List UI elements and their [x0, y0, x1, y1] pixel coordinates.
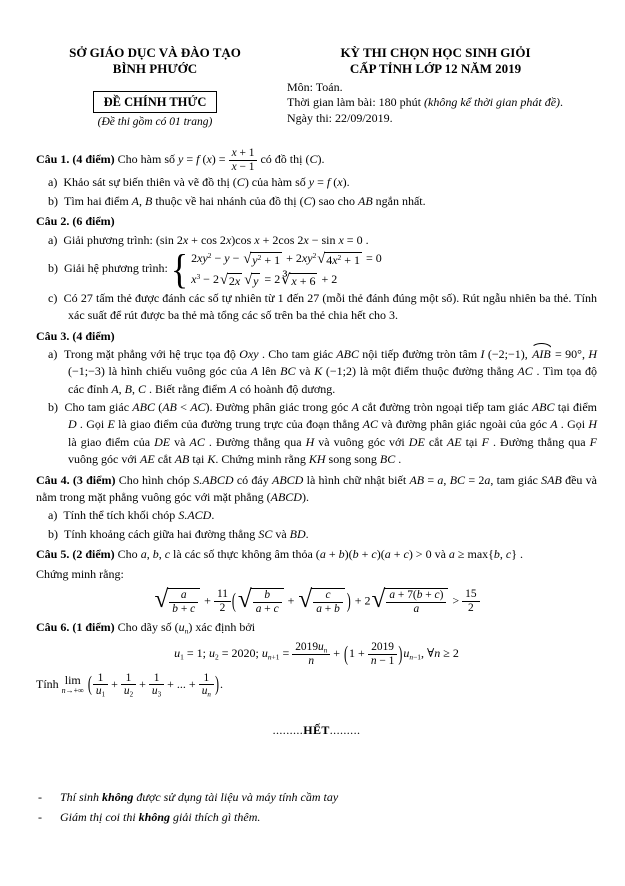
footer-note-proctor: - Giám thị coi thi không giải thích gì thêm.: [38, 810, 261, 825]
question-2-item-c: c) Có 27 tấm thẻ được đánh các số tự nhiên từ 1 đến 27 (mỗi thẻ đánh đúng một số). Rút ngẫu nhiên ba thẻ. Tính xác suất để rút được ba thẻ mà tổng các số trên ba thẻ chia hết cho 3.: [48, 290, 597, 323]
question-1-item-a: a) Khảo sát sự biến thiên và vẽ đồ thị (C) của hàm số y = f (x).: [48, 175, 350, 190]
question-3-item-b: b) Cho tam giác ABC (AB < AC). Đường phân giác trong góc A cắt đường tròn ngoại tiếp tam giác ABC tại điểm D . Gọi E là giao điểm của đường trung trực của đoạn thẳng AC và đường phân giác ngoài của góc A . Gọi H là giao điểm của DE và AC . Đường thẳng qua H và vuông góc với DE cắt AE tại F . Đường thẳng qua F vuông góc với AE cắt AB tại K. Chứng minh rằng KH song song BC .: [48, 400, 598, 467]
exam-title-line1: KỲ THI CHỌN HỌC SINH GIỎI: [340, 45, 531, 60]
question-2: [36, 213, 597, 324]
exam-title-line2: CẤP TỈNH LỚP 12 NĂM 2019: [349, 61, 522, 77]
footer-note-materials: - Thí sinh không được sử dụng tài liệu và máy tính cầm tay: [38, 790, 339, 805]
header-right: [274, 45, 597, 130]
exam-header: [36, 45, 597, 130]
question-6-heading: Câu 6. (1 điểm) Cho dãy số $(u_n)$ xác định bởi: [36, 620, 256, 636]
duration-line: Thời gian làm bài: 180 phút (không kể thời gian phát đề).: [287, 95, 564, 110]
question-3-item-a: a) Trong mặt phẳng với hệ trục tọa độ Oxy . Cho tam giác ABC nội tiếp đường tròn tâm I (−2;−1), AIB = 90°, H (−1;−3) là hình chiếu vuông góc của A lên BC và K (−1;2) là một điểm thuộc đường thẳng AC . Tìm tọa độ các đỉnh A, B, C . Biết rằng điểm A có hoành độ dương.: [48, 346, 597, 396]
question-5-inequality-formula: √ $\frac{a}{b + c}$ + $\frac{11}{2}$ ( √ $\frac{b}{a + c}$ + √ $\frac{c}{a + b}$ ) + 2 √ $\frac{a + 7(b + c)}{a}$ > $\frac{15}{2}$: [36, 588, 597, 615]
question-5-heading: Câu 5. (2 điểm) Cho a, b, c là các số thực không âm thỏa (a + b)(b + c)(a + c) > 0 và a ≥ max{b, c} .: [36, 547, 524, 562]
page-count-note: (Đề thi gồm có 01 trang): [97, 115, 213, 128]
question-6-limit-task: Tính lim n→+∞ ( $\frac{1}{u_1}$ + $\frac{1}{u_2}$ + $\frac{1}{u_3}$ + ... + $\frac{1}{u_n}$ ).: [36, 670, 223, 699]
question-3: [36, 328, 597, 469]
question-6-recurrence-formula: $u_1 = 1$; $u_2 = 2020$; $u_{n+1}$ = $\frac{2019u_n}{n}$ + (1 + $\frac{2019}{n - 1}$ )$u_{n-1}$, ∀n ≥ 2: [174, 640, 459, 668]
question-4-item-a: a) Tính thể tích khối chóp S.ACD.: [48, 508, 215, 523]
question-2-item-a: a) Giải phương trình: (sin 2x + cos 2x)cos x + 2cos 2x − sin x = 0 .: [48, 232, 369, 247]
subject-line: Môn: Toán.: [287, 79, 343, 94]
question-2-item-b: b) Giải hệ phương trình: { $2xy^2 - y$ − √ $y^2 + 1$ + $2xy^2$ √ $4x^2 + 1$ = 0 $x^3 - 2$ √ 2x √ y = 2 ∛ x + 6 + 2: [48, 246, 382, 293]
question-4: [36, 472, 597, 544]
exam-info: [274, 80, 597, 128]
header-left: [36, 45, 274, 130]
province-name: BÌNH PHƯỚC: [112, 61, 198, 77]
footer-notes: [36, 789, 597, 827]
department-name: SỞ GIÁO DỤC VÀ ĐÀO TẠO: [69, 45, 241, 60]
question-5: [36, 546, 597, 615]
question-3-heading: Câu 3. (4 điểm): [36, 328, 115, 343]
question-1-heading: Câu 1. (4 điểm) Cho hàm số y = f (x) = $\frac{x + 1}{x - 1}$ có đồ thị (C).: [36, 147, 325, 173]
official-exam-stamp: ĐỀ CHÍNH THỨC: [93, 91, 218, 113]
exam-body: [36, 147, 597, 697]
question-4-heading: Câu 4. (3 điểm) Cho hình chóp S.ABCD có đáy ABCD là hình chữ nhật biết AB = a, BC = 2a, tam giác SAB đều và nằm trong mặt phẳng vuông góc với mặt phẳng (ABCD).: [36, 472, 597, 505]
official-stamp-wrap: [36, 78, 274, 113]
question-2-heading: Câu 2. (6 điểm): [36, 214, 115, 229]
question-1: [36, 147, 597, 210]
question-6: [36, 619, 597, 698]
exam-date-line: Ngày thi: 22/09/2019.: [287, 111, 393, 126]
question-4-item-b: b) Tính khoảng cách giữa hai đường thẳng SC và BD.: [48, 526, 309, 541]
question-1-item-b: b) Tìm hai điểm A, B thuộc về hai nhánh của đồ thị (C) sao cho AB ngắn nhất.: [48, 193, 426, 208]
question-5-prove-label: Chứng minh rằng:: [36, 566, 124, 581]
end-marker: .........HẾT.........: [272, 722, 361, 737]
